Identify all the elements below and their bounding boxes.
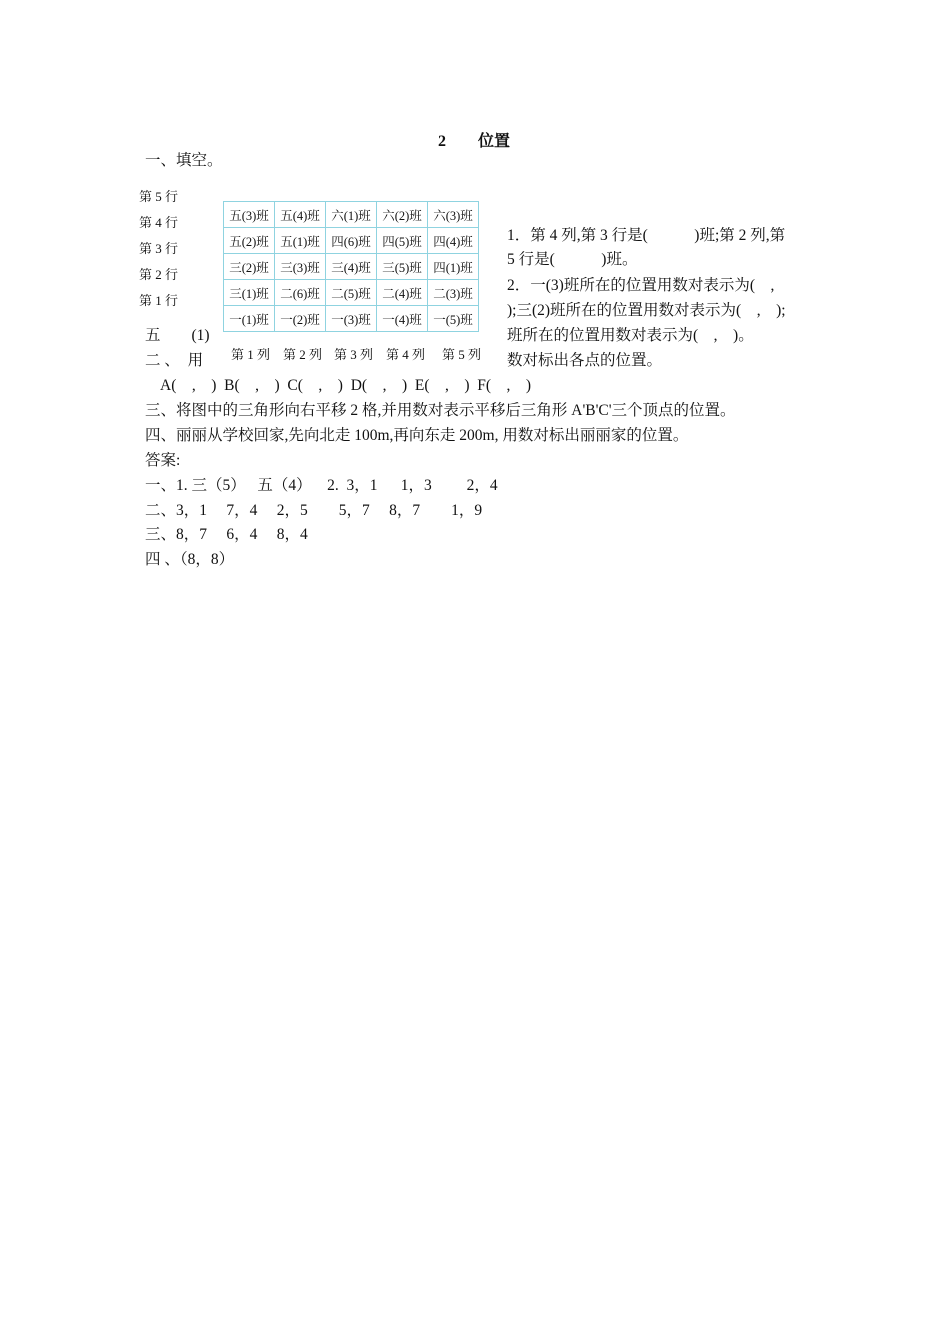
grid-cell: 二(4)班 [377, 280, 428, 306]
grid-cell: 三(1)班 [224, 280, 275, 306]
grid-row [224, 228, 479, 254]
grid-cell: 五(4)班 [275, 202, 326, 228]
grid-row [224, 306, 479, 332]
col-label-4: 第 4 列 [386, 347, 426, 362]
grid-cell: 五(2)班 [224, 228, 275, 254]
row-label-5: 第 5 行 [139, 189, 179, 204]
grid-cell: 一(2)班 [275, 306, 326, 332]
grid-cell: 一(5)班 [428, 306, 479, 332]
grid-cell: 六(1)班 [326, 202, 377, 228]
section-2-heading: 二 、 用 [145, 352, 204, 369]
answer-1: 一、1. 三（5） 五（4） 2. 3，1 1，3 2，4 [145, 477, 498, 494]
answer-3: 三、8，7 6，4 8，4 [145, 526, 308, 543]
points-line: A( , ) B( , ) C( , ) D( , ) E( , ) F( , ) [160, 377, 532, 394]
grid-cell: 三(4)班 [326, 254, 377, 280]
grid-cell: 一(3)班 [326, 306, 377, 332]
grid-row [224, 280, 479, 306]
grid-cell: 四(5)班 [377, 228, 428, 254]
grid-row [224, 254, 479, 280]
answer-2: 二、3，1 7，4 2，5 5，7 8，7 1，9 [145, 502, 483, 519]
question-2-line-3: 班所在的位置用数对表示为( , )。 [507, 327, 754, 344]
row-label-2: 第 2 行 [139, 267, 179, 282]
grid-cell: 四(1)班 [428, 254, 479, 280]
section-2-instruction: 数对标出各点的位置。 [507, 352, 663, 369]
grid-cell: 三(3)班 [275, 254, 326, 280]
col-label-3: 第 3 列 [334, 347, 374, 362]
grid-cell: 五(3)班 [224, 202, 275, 228]
question-1-line-1: 1．第 4 列,第 3 行是( )班;第 2 列,第 [507, 227, 786, 244]
grid-cell: 四(4)班 [428, 228, 479, 254]
question-2-left-fragment: 五 (1) [145, 327, 210, 344]
question-2-line-1: 2．一(3)班所在的位置用数对表示为( , [507, 277, 775, 294]
grid-cell: 四(6)班 [326, 228, 377, 254]
grid-cell: 一(1)班 [224, 306, 275, 332]
col-label-1: 第 1 列 [231, 347, 271, 362]
grid-cell: 三(5)班 [377, 254, 428, 280]
grid-cell: 六(3)班 [428, 202, 479, 228]
row-label-3: 第 3 行 [139, 241, 179, 256]
grid-row [224, 202, 479, 228]
grid-cell: 二(5)班 [326, 280, 377, 306]
grid-cell: 三(2)班 [224, 254, 275, 280]
row-label-4: 第 4 行 [139, 215, 179, 230]
row-label-1: 第 1 行 [139, 293, 179, 308]
col-label-2: 第 2 列 [283, 347, 323, 362]
seating-grid [223, 201, 479, 332]
grid-cell: 二(6)班 [275, 280, 326, 306]
answer-4: 四 、（8，8） [145, 551, 235, 568]
section-1-heading: 一、填空。 [145, 152, 223, 169]
section-3: 三、将图中的三角形向右平移 2 格,并用数对表示平移后三角形 A'B'C'三个顶点的位置。 [145, 402, 736, 419]
page-title: 2 位置 [438, 133, 511, 150]
grid-cell: 五(1)班 [275, 228, 326, 254]
col-label-5: 第 5 列 [442, 347, 482, 362]
answers-heading: 答案: [145, 452, 181, 469]
question-1-line-2: 5 行是( )班。 [507, 251, 638, 268]
grid-cell: 二(3)班 [428, 280, 479, 306]
question-2-line-2: );三(2)班所在的位置用数对表示为( , ); [507, 302, 786, 319]
grid-cell: 一(4)班 [377, 306, 428, 332]
section-4: 四、丽丽从学校回家,先向北走 100m,再向东走 200m, 用数对标出丽丽家的位置。 [145, 427, 689, 444]
grid-cell: 六(2)班 [377, 202, 428, 228]
